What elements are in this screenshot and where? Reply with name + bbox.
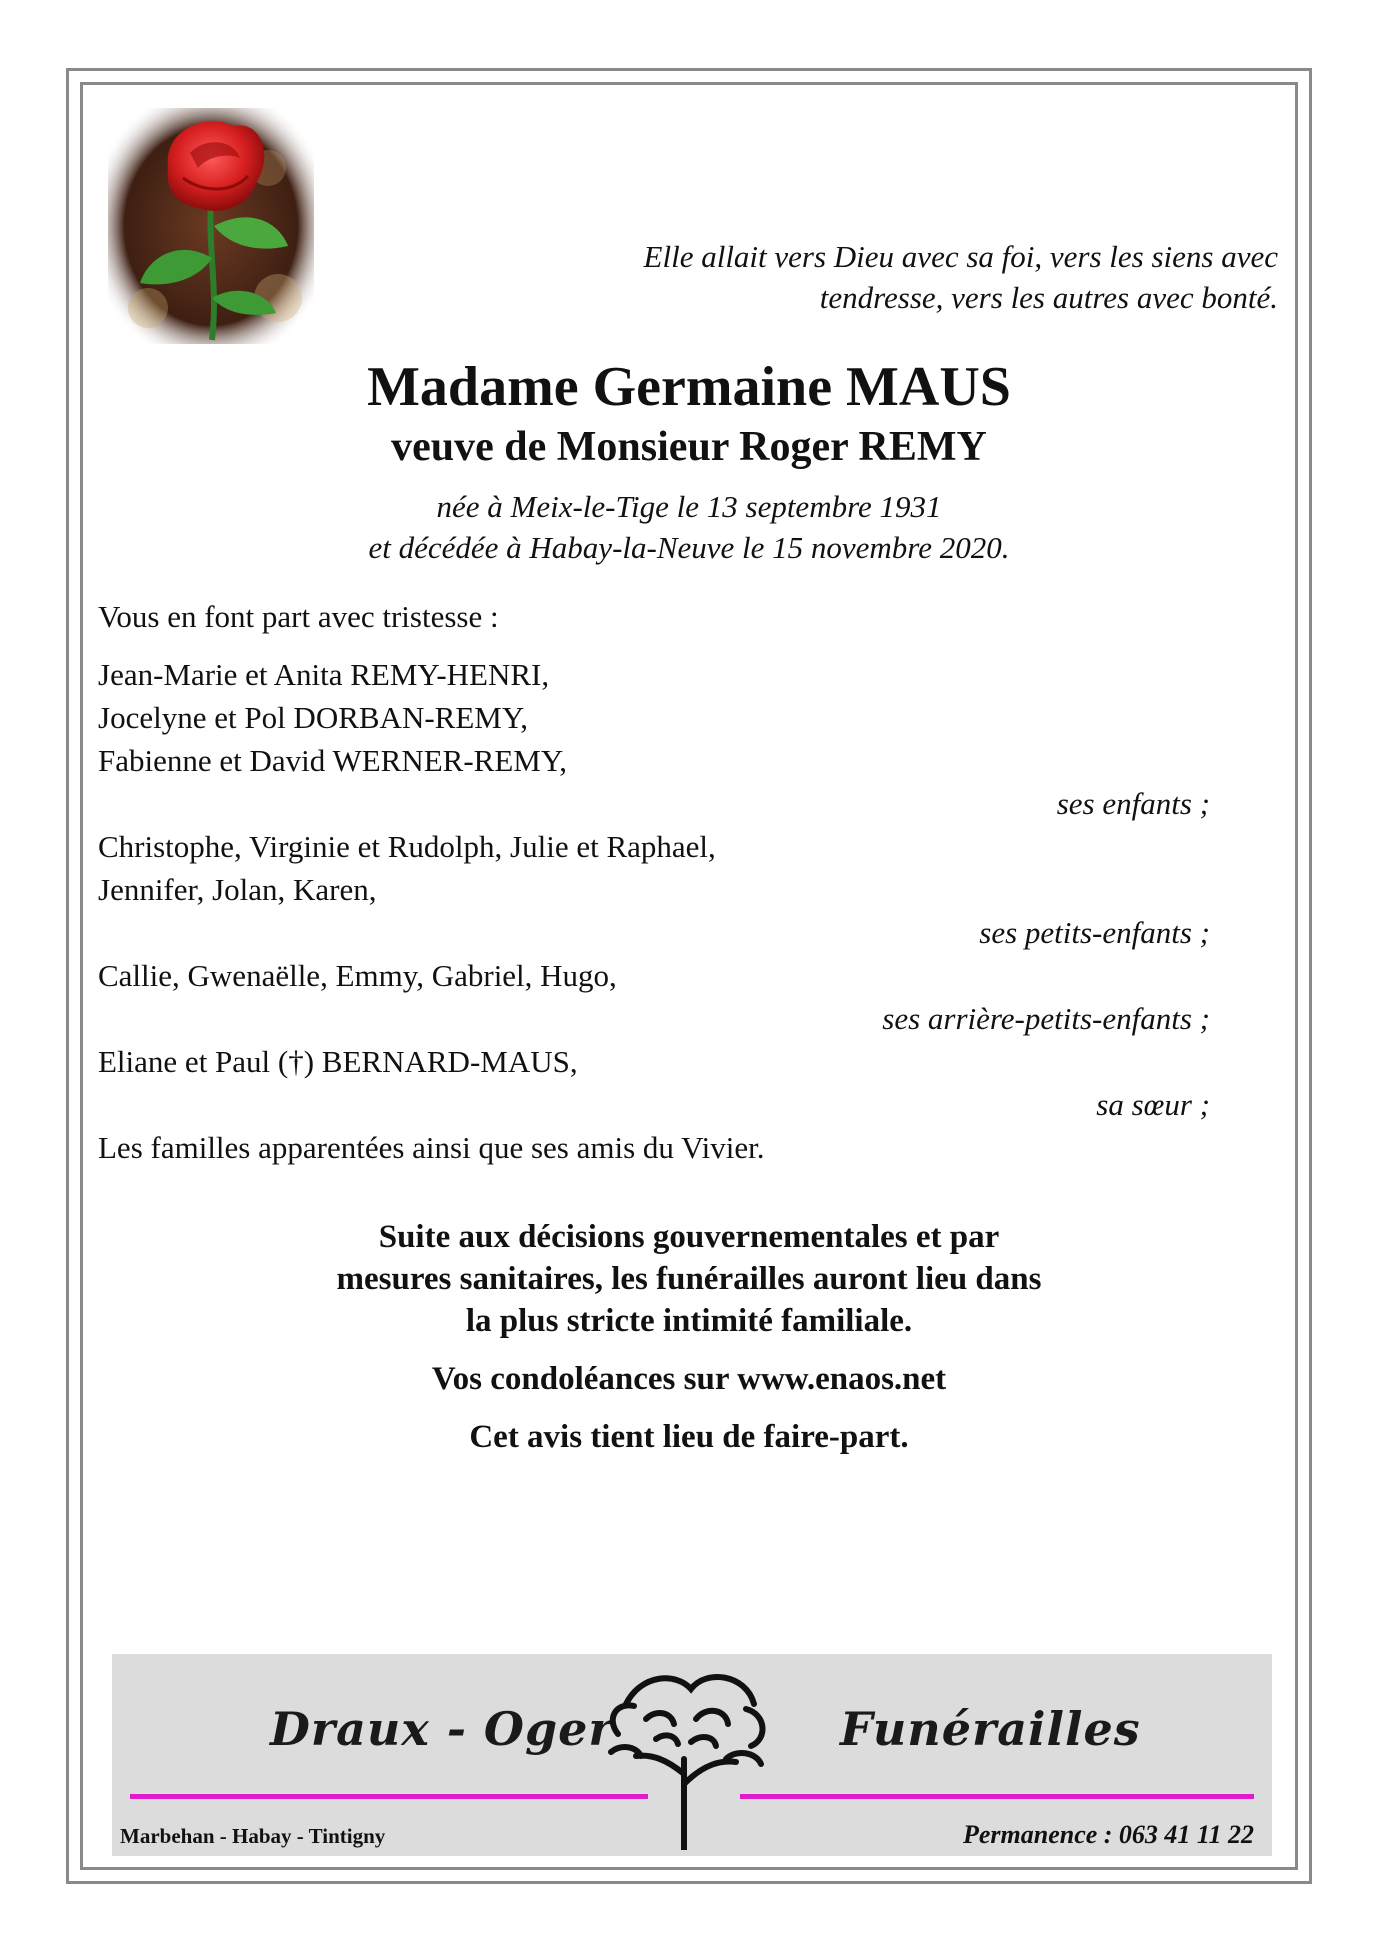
condolences-line: Vos condoléances sur www.enaos.net — [431, 1361, 947, 1397]
grandchildren-line-1: Christophe, Virginie et Rudolph, Julie et Raphael, — [98, 829, 716, 864]
notice-line-1: Suite aux décisions gouvernementales et par — [378, 1219, 1000, 1255]
tree-logo-icon — [596, 1664, 772, 1850]
permanence-phone: Permanence : 063 41 11 22 — [962, 1820, 1254, 1849]
accent-line-left — [130, 1794, 648, 1799]
great-grandchildren-role: ses arrière-petits-enfants ; — [882, 1001, 1210, 1036]
sister: Eliane et Paul (†) BERNARD-MAUS, — [98, 1044, 578, 1079]
birth-death-dates — [0, 486, 1378, 568]
intro-line: Vous en font part avec tristesse : — [98, 599, 499, 634]
deceased-name: Madame Germaine MAUS — [367, 356, 1011, 418]
notice-line-2: mesures sanitaires, les funérailles auront lieu dans — [336, 1261, 1042, 1297]
locations: Marbehan - Habay - Tintigny — [120, 1824, 386, 1848]
widow-of: veuve de Monsieur Roger REMY — [391, 424, 987, 470]
grandchildren-line-2: Jennifer, Jolan, Karen, — [98, 872, 377, 907]
born-line: née à Meix-le-Tige le 13 septembre 1931 — [436, 489, 942, 524]
great-grandchildren: Callie, Gwenaëlle, Emmy, Gabriel, Hugo, — [98, 958, 617, 993]
quote-line-1: Elle allait vers Dieu avec sa foi, vers les siens avec — [643, 239, 1278, 274]
funeral-home-banner — [112, 1654, 1272, 1856]
notice-line-3: la plus stricte intimité familiale. — [465, 1303, 913, 1339]
accent-line-right — [740, 1794, 1254, 1799]
quote-line-2: tendresse, vers les autres avec bonté. — [819, 280, 1278, 315]
sister-role: sa sœur ; — [1096, 1087, 1210, 1122]
grandchildren-role: ses petits-enfants ; — [979, 915, 1210, 950]
child-1: Jean-Marie et Anita REMY-HENRI, — [98, 657, 550, 692]
families-line: Les familles apparentées ainsi que ses amis du Vivier. — [98, 1130, 765, 1165]
children-role: ses enfants ; — [1056, 786, 1210, 821]
brand-suffix: Funérailles — [840, 1702, 1141, 1756]
quote — [478, 236, 1278, 318]
brand-name: Draux - Oger — [270, 1702, 614, 1756]
child-3: Fabienne et David WERNER-REMY, — [98, 743, 567, 778]
rose-image — [108, 108, 314, 344]
child-2: Jocelyne et Pol DORBAN-REMY, — [98, 700, 528, 735]
died-line: et décédée à Habay-la-Neuve le 15 novembre 2020. — [368, 530, 1010, 565]
faire-part-line: Cet avis tient lieu de faire-part. — [469, 1419, 909, 1455]
